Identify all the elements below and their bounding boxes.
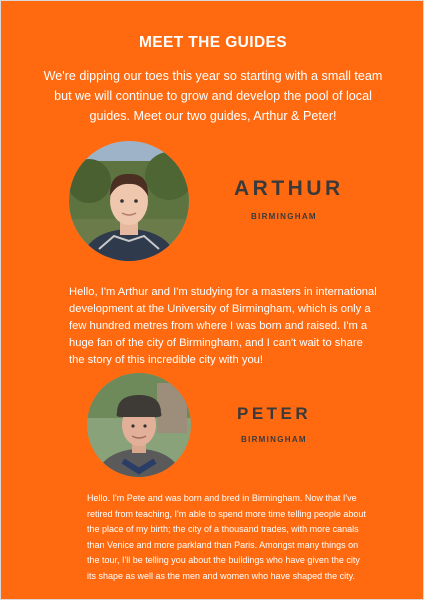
guide-city-peter: BIRMINGHAM — [241, 435, 307, 444]
guide-name-arthur: ARTHUR — [234, 177, 344, 200]
guide-city-arthur: BIRMINGHAM — [251, 212, 317, 221]
person-photo-icon — [87, 373, 191, 477]
page-title: MEET THE GUIDES — [138, 34, 288, 51]
intro-text: We're dipping our toes this year so starting with a small team but we will continue to grow and develop the pool of local guides. Meet our two guides, Arthur & Peter! — [43, 69, 383, 123]
guide-bio-arthur: Hello, I'm Arthur and I'm studying for a masters in international development at the University of Birmingham, which is only a few hundred metres from where I was born and raised. I'm a huge fan of the city of Birmingham, and I can't wait to share the story of this incredible city with you! — [69, 286, 377, 366]
guide-photo-arthur — [69, 141, 189, 261]
guide-bio-peter: Hello. I'm Pete and was born and bred in Birmingham. Now that I've retired from teaching, I'm able to spend more time telling people about the place of my birth; the city of a thousand trades, with more canals than Venice and more parkland than Paris. Amongst many things on the tour, I'll be telling you about the buildings who have given the city its shape as well as the men and women who have shaped the city. — [87, 493, 366, 581]
person-photo-icon — [69, 141, 189, 261]
guide-name-peter: PETER — [237, 404, 312, 423]
guide-photo-peter — [87, 373, 191, 477]
